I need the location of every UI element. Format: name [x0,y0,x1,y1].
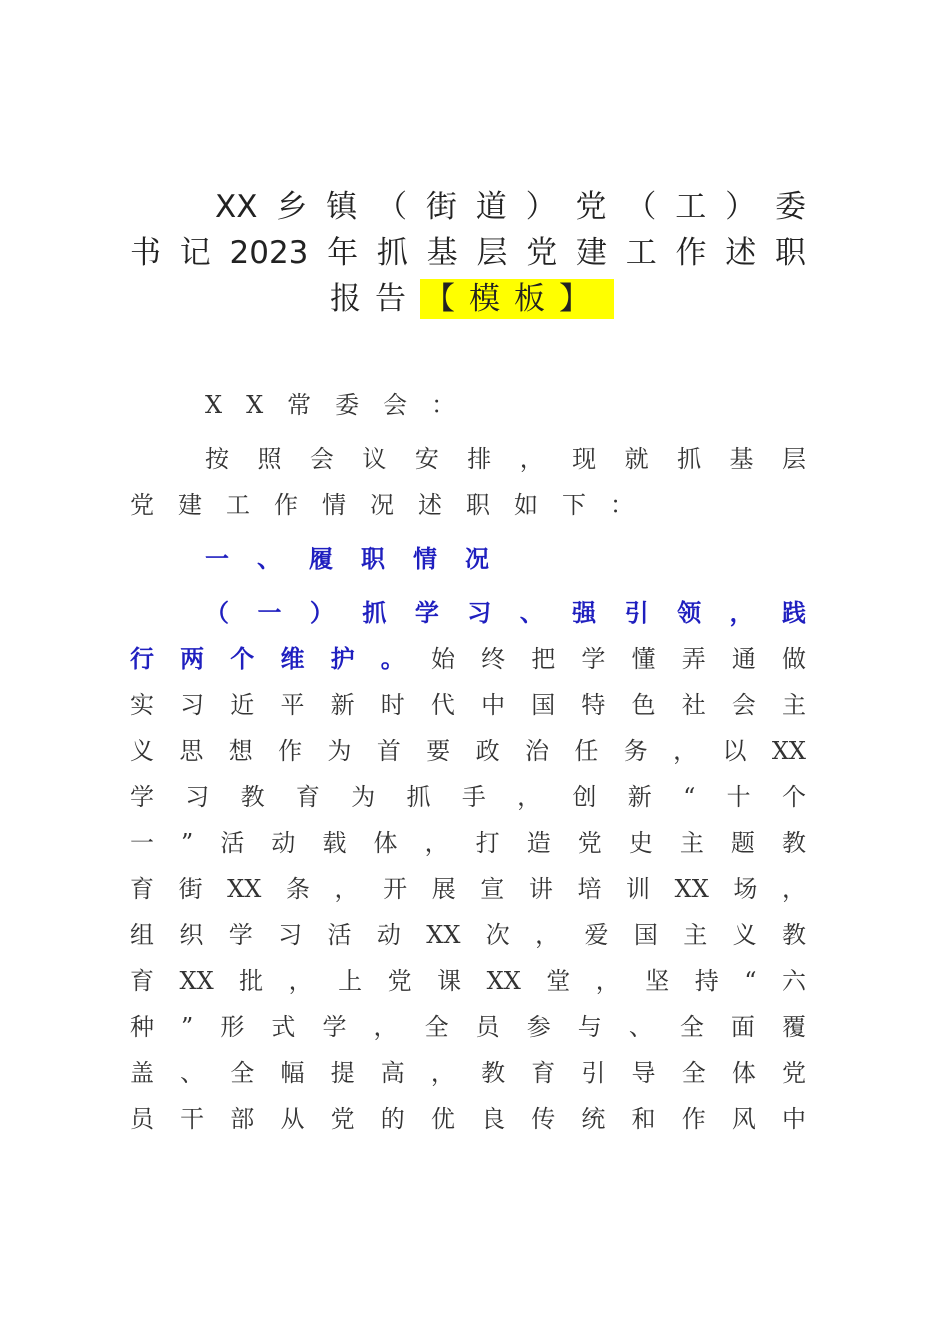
title-line-1: XX乡镇（街道）党（工）委 [215,189,806,225]
subsection-text: 始终把学懂弄通做 [430,645,807,673]
body-line: 育街XX条，开展宣讲培训XX场， [130,875,806,903]
intro-line-1: 按照会议安排，现就抓基层 [205,445,806,473]
body-line: 员干部从党的优良传统和作风中 [130,1105,806,1133]
intro-line-2: 党建工作情况述职如下： [130,491,658,519]
title-line-2: 书记2023年抓基层党建工作述职 [130,235,806,271]
body-line: 盖、全幅提高，教育引导全体党 [130,1059,806,1087]
body-line: 育XX批，上党课XX堂，坚持“六 [130,967,806,995]
subsection-heading-line-1: （一）抓学习、强引领，践 [205,598,806,627]
body-line: 一”活动载体，打造党史主题教 [130,829,806,857]
body-line: 组织学习活动XX次，爱国主义教 [130,921,806,949]
title-line-3 [330,274,614,324]
template-highlight: 【模板】 [420,279,614,319]
salutation: XX常委会： [205,391,480,419]
body-line: 义思想作为首要政治任务，以XX [130,737,806,765]
body-line: 学习教育为抓手，创新“十个 [130,783,806,811]
subsection-heading-line-2 [130,636,806,682]
body-line: 种”形式学，全员参与、全面覆 [130,1013,806,1041]
title-line-3-prefix: 报告 [330,281,420,317]
section-heading-1: 一、履职情况 [205,544,517,573]
body-line: 实习近平新时代中国特色社会主 [130,691,806,719]
subsection-heading-bold: 行两个维护。 [130,644,431,673]
